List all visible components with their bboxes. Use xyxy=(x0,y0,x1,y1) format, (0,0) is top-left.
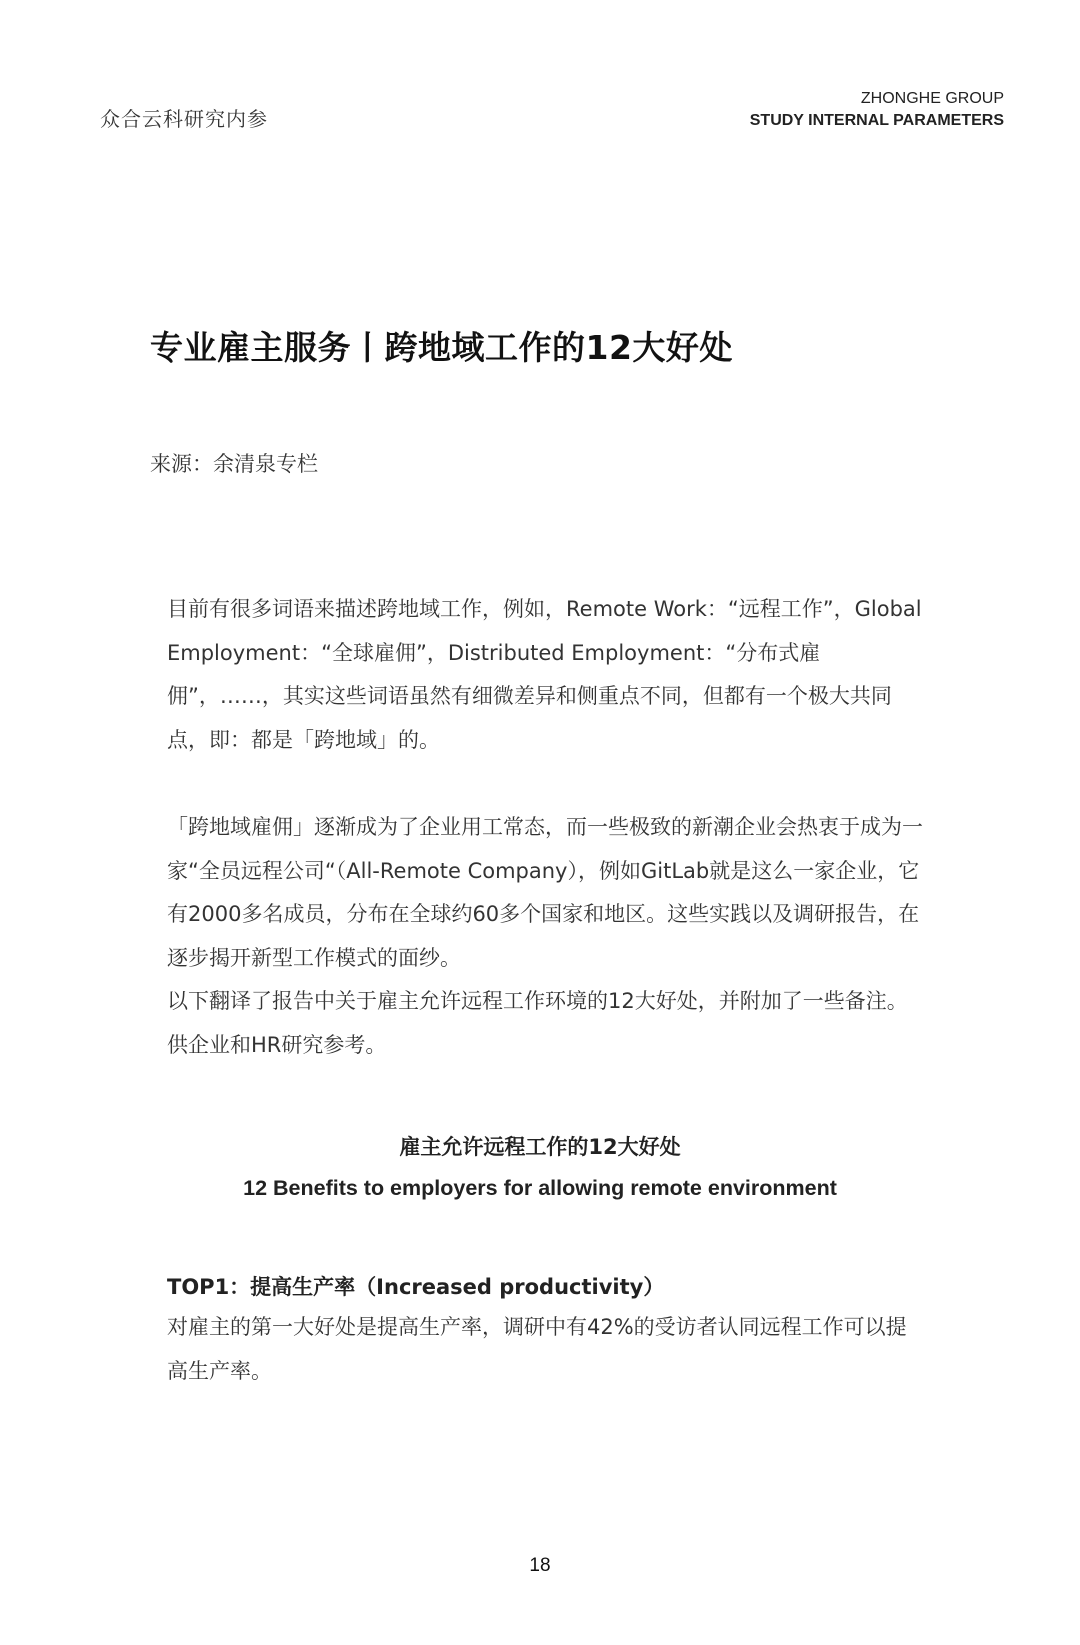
paragraph-translation-note: 以下翻译了报告中关于雇主允许远程工作环境的12大好处，并附加了一些备注。供企业和HR研究参考。 xyxy=(167,989,908,1057)
top1-paragraph: 对雇主的第一大好处是提高生产率，调研中有42%的受访者认同远程工作可以提高生产率。 xyxy=(167,1315,907,1383)
section-title-cn: 雇主允许远程工作的12大好处 xyxy=(399,1135,681,1159)
top1-heading: TOP1：提高生产率（Increased productivity） xyxy=(167,1275,665,1299)
section-title-en: 12 Benefits to employers for allowing remote environment xyxy=(243,1176,837,1200)
article-source: 来源：余清泉专栏 xyxy=(150,452,318,476)
paragraph-all-remote: 「跨地域雇佣」逐渐成为了企业用工常态，而一些极致的新潮企业会热衷于成为一家“全员远程公司“（All-Remote Company），例如GitLab就是这么一家企业，它有2000多名成员，分布在全球约60多个国家和地区。这些实践以及调研报告，在逐步揭开新型工作模式的面纱。 xyxy=(167,815,923,970)
header-left-brand: 众合云科研究内参 xyxy=(100,107,268,131)
paragraph-intro: 目前有很多词语来描述跨地域工作，例如，Remote Work：“远程工作”，Global Employment：“全球雇佣”，Distributed Employment：“分布式雇佣”，……，其实这些词语虽然有细微差异和侧重点不同，但都有一个极大共同点，即：都是「跨地域」的。 xyxy=(167,597,922,752)
page-number: 18 xyxy=(529,1555,551,1576)
header-group-name: ZHONGHE GROUP xyxy=(860,90,1004,107)
header-subtitle: STUDY INTERNAL PARAMETERS xyxy=(749,112,1004,129)
article-title: 专业雇主服务丨跨地域工作的12大好处 xyxy=(150,328,733,367)
header-right-brand xyxy=(750,88,1004,132)
